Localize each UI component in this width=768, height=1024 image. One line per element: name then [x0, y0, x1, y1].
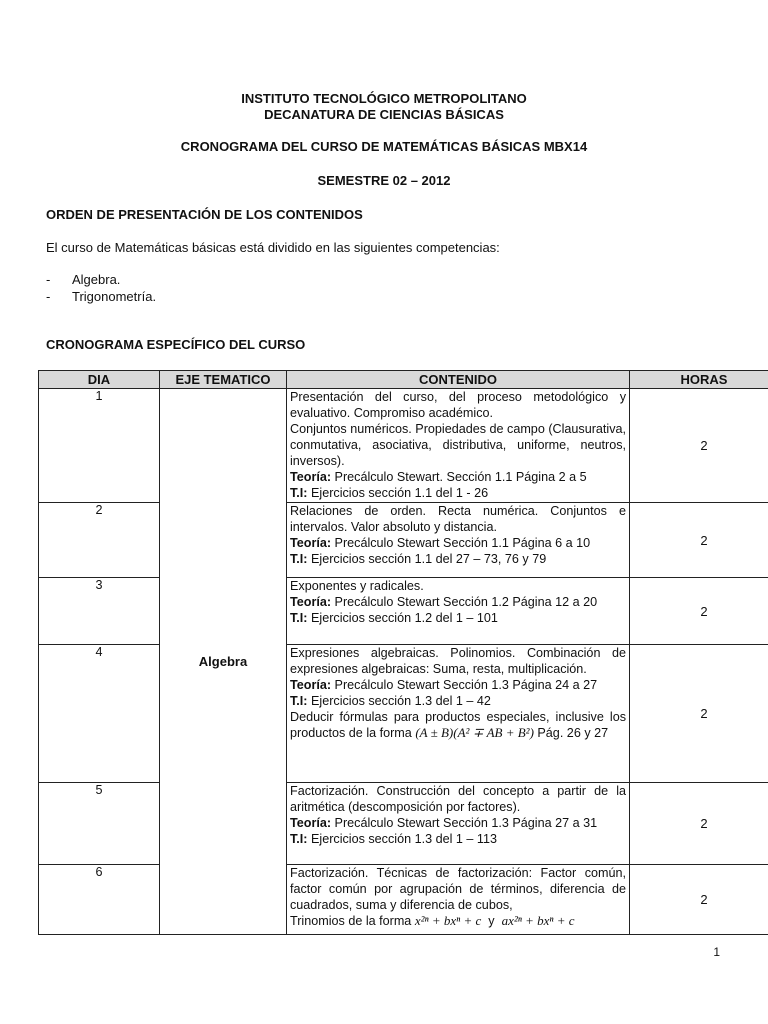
hours-cell: 2 — [630, 645, 768, 783]
ti-label: T.I: — [290, 832, 308, 846]
page-number: 1 — [713, 945, 720, 959]
teoria-label: Teoría: — [290, 678, 332, 692]
schedule-heading: CRONOGRAMA ESPECÍFICO DEL CURSO — [46, 337, 306, 352]
content-cell — [287, 578, 630, 645]
content-text: Factorización. Técnicas de factorización: Factor común, factor común por agrupación de términos, diferencia de cuadrados, suma y diferencia de cubos, — [290, 866, 626, 912]
formula: ax²ⁿ + bxⁿ + c — [501, 913, 575, 928]
table-row — [39, 578, 768, 645]
course-title: CRONOGRAMA DEL CURSO DE MATEMÁTICAS BÁSICAS MBX14 — [180, 139, 588, 154]
ti-label: T.I: — [290, 694, 308, 708]
ti-label: T.I: — [290, 611, 308, 625]
content-text: Expresiones algebraicas. Polinomios. Combinación de expresiones algebraicas: Suma, resta, multiplicación. — [290, 646, 626, 676]
list-item: - Algebra. — [46, 272, 121, 287]
content-text: Factorización. Construcción del concepto a partir de la aritmética (descomposición por factores). — [290, 784, 626, 814]
hours-cell: 2 — [630, 503, 768, 578]
content-text: Deducir fórmulas para productos especiales, inclusive los productos de la forma — [290, 710, 626, 740]
ti-text: Ejercicios sección 1.2 del 1 – 101 — [307, 611, 498, 625]
teoria-text: Precálculo Stewart Sección 1.1 Página 6 a 10 — [331, 536, 591, 550]
table-row — [39, 865, 768, 935]
list-item: - Trigonometría. — [46, 289, 157, 304]
list-item-text: Trigonometría. — [72, 289, 157, 304]
content-text: Pág. 26 y 27 — [533, 726, 609, 740]
semester: SEMESTRE 02 – 2012 — [317, 173, 451, 188]
formula: (A ± B)(A² ∓ AB + B²) — [415, 725, 534, 740]
content-cell — [287, 503, 630, 578]
table-row — [39, 503, 768, 578]
hours-cell: 2 — [630, 389, 768, 503]
teoria-label: Teoría: — [290, 470, 332, 484]
content-cell — [287, 783, 630, 865]
teoria-label: Teoría: — [290, 816, 332, 830]
header-horas: HORAS — [630, 371, 768, 389]
teoria-text: Precálculo Stewart Sección 1.3 Página 27 a 31 — [331, 816, 598, 830]
content-text: Conjuntos numéricos. Propiedades de campo (Clausurativa, conmutativa, asociativa, distributiva, uniforme, neutros, inversos). — [290, 422, 627, 468]
hours-cell: 2 — [630, 578, 768, 645]
ti-text: Ejercicios sección 1.1 del 1 - 26 — [307, 486, 489, 500]
schedule-table — [38, 370, 768, 935]
day-cell: 5 — [39, 783, 160, 865]
content-cell — [287, 865, 630, 935]
ti-text: Ejercicios sección 1.3 del 1 – 42 — [307, 694, 491, 708]
content-text: Trinomios de la forma — [290, 914, 412, 928]
ti-label: T.I: — [290, 486, 308, 500]
content-text: y — [488, 914, 495, 928]
contents-intro: El curso de Matemáticas básicas está dividido en las siguientes competencias: — [46, 240, 500, 255]
table-row — [39, 389, 768, 503]
content-cell — [287, 645, 630, 783]
teoria-label: Teoría: — [290, 536, 332, 550]
content-cell — [287, 389, 630, 503]
hours-cell: 2 — [630, 783, 768, 865]
day-cell: 1 — [39, 389, 160, 503]
header-dia: DIA — [39, 371, 160, 389]
teoria-text: Precálculo Stewart Sección 1.2 Página 12 a 20 — [331, 595, 598, 609]
ti-label: T.I: — [290, 552, 308, 566]
teoria-text: Precálculo Stewart Sección 1.3 Página 24 a 27 — [331, 678, 598, 692]
table-header-row — [39, 371, 768, 389]
faculty-name: DECANATURA DE CIENCIAS BÁSICAS — [264, 107, 504, 122]
institute-name: INSTITUTO TECNOLÓGICO METROPOLITANO — [241, 91, 527, 106]
header-contenido: CONTENIDO — [287, 371, 630, 389]
day-cell: 4 — [39, 645, 160, 783]
ti-text: Ejercicios sección 1.1 del 27 – 73, 76 y 79 — [307, 552, 547, 566]
day-cell: 2 — [39, 503, 160, 578]
teoria-text: Precálculo Stewart. Sección 1.1 Página 2 a 5 — [331, 470, 587, 484]
teoria-label: Teoría: — [290, 595, 332, 609]
eje-cell: Algebra — [160, 389, 287, 935]
hours-cell: 2 — [630, 865, 768, 935]
table-row — [39, 783, 768, 865]
content-text: Exponentes y radicales. — [290, 579, 424, 593]
content-text: Relaciones de orden. Recta numérica. Conjuntos e intervalos. Valor absoluto y distancia. — [290, 504, 626, 534]
day-cell: 6 — [39, 865, 160, 935]
ti-text: Ejercicios sección 1.3 del 1 – 113 — [307, 832, 497, 846]
content-text: Presentación del curso, del proceso metodológico y evaluativo. Compromiso académico. — [290, 390, 626, 420]
header-eje: EJE TEMATICO — [160, 371, 287, 389]
day-cell: 3 — [39, 578, 160, 645]
table-row — [39, 645, 768, 783]
formula: x²ⁿ + bxⁿ + c — [414, 913, 482, 928]
contents-order-heading: ORDEN DE PRESENTACIÓN DE LOS CONTENIDOS — [46, 207, 363, 222]
list-item-text: Algebra. — [72, 272, 121, 287]
